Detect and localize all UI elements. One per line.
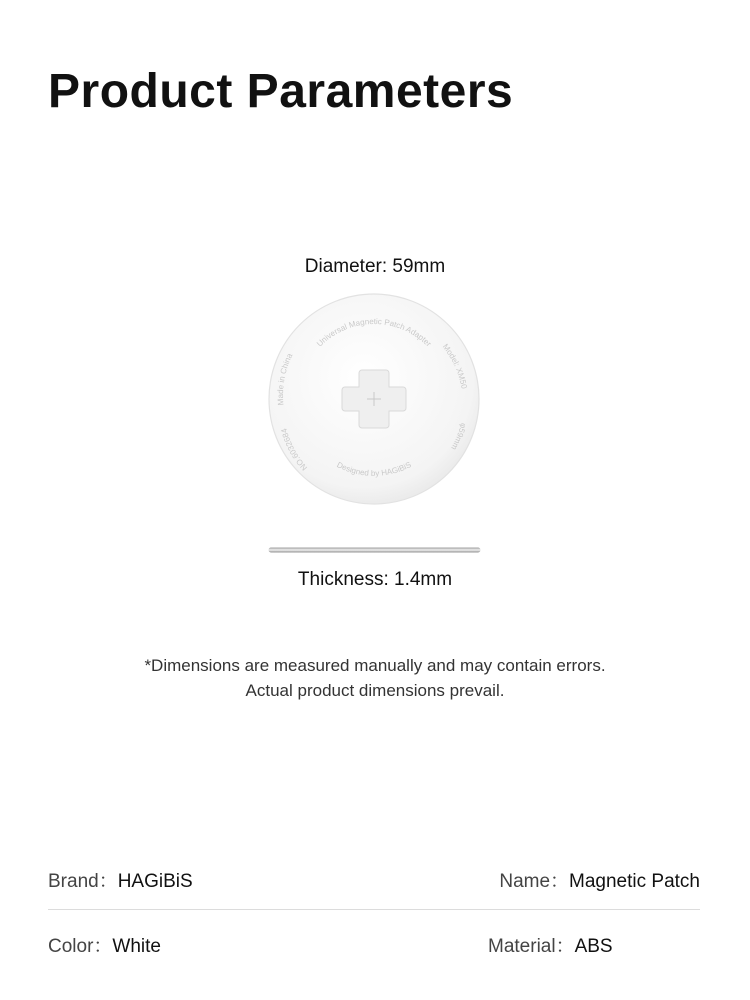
thickness-label: Thickness: 1.4mm: [297, 569, 453, 590]
spec-divider: [48, 909, 700, 910]
dimensions-note: [0, 653, 750, 703]
spec-color-value: White: [112, 936, 161, 957]
spec-name: [499, 866, 700, 893]
magnetic-patch-image: [267, 292, 481, 506]
diameter-label: Diameter: 59mm: [304, 256, 446, 277]
note-line-1: *Dimensions are measured manually and may contain errors.: [144, 656, 606, 675]
engraving-left-top: Made in China: [275, 351, 295, 406]
spec-name-value: Magnetic Patch: [569, 871, 700, 892]
engraving-bottom: Designed by HAGiBiS: [335, 460, 413, 478]
spec-material: [488, 931, 613, 958]
page-title: Product Parameters: [48, 65, 514, 118]
engraving-right-top: Model: XM50: [440, 342, 469, 390]
note-line-2: Actual product dimensions prevail.: [245, 681, 505, 700]
spec-brand-key: Brand：: [48, 871, 118, 892]
spec-brand-value: HAGiBiS: [117, 871, 193, 892]
spec-brand: [48, 866, 193, 893]
engraving-top: Universal Magnetic Patch Adapter: [315, 316, 434, 349]
spec-color: [48, 931, 161, 958]
thickness-profile-image: [268, 547, 481, 553]
engraving-left-bottom: NO.6032684: [279, 427, 310, 473]
spec-name-key: Name：: [499, 871, 570, 892]
spec-material-value: ABS: [574, 936, 613, 957]
spec-color-key: Color：: [48, 936, 113, 957]
spec-material-key: Material：: [488, 936, 575, 957]
engraving-right-bottom: φ59mm: [449, 422, 469, 452]
